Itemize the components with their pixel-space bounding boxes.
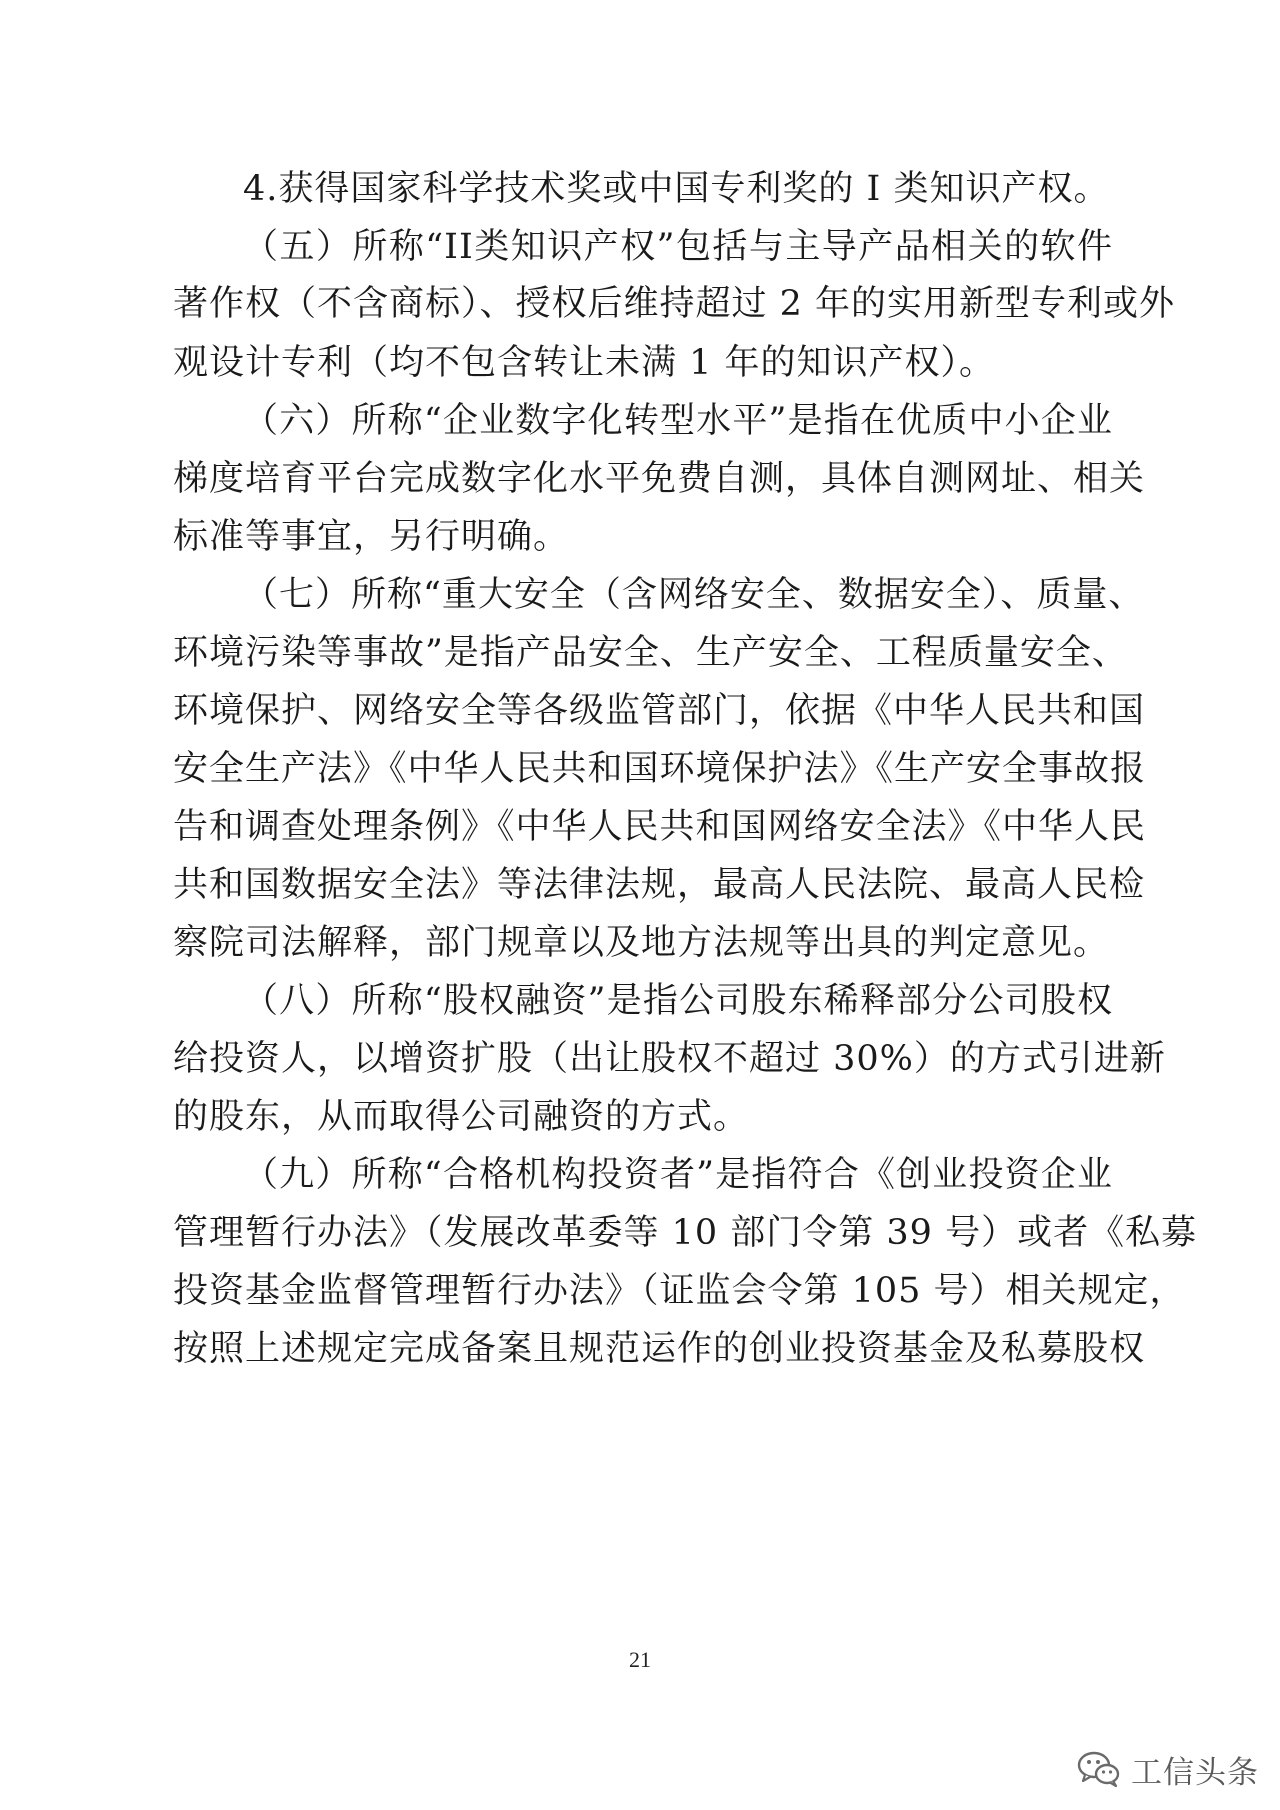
text-line: 的股东，从而取得公司融资的方式。 bbox=[173, 1097, 750, 1137]
text-line: （五）所称“II类知识产权”包括与主导产品相关的软件 bbox=[243, 227, 1113, 267]
watermark bbox=[1077, 1747, 1259, 1791]
text-line: 观设计专利（均不包含转让未满 1 年的知识产权）。 bbox=[173, 343, 996, 383]
text-line: 按照上述规定完成备案且规范运作的创业投资基金及私募股权 bbox=[173, 1329, 1146, 1369]
text-line: （六）所称“企业数字化转型水平”是指在优质中小企业 bbox=[243, 401, 1113, 441]
page-number: 21 bbox=[629, 1647, 651, 1672]
text-line: 梯度培育平台完成数字化水平免费自测，具体自测网址、相关 bbox=[173, 459, 1146, 499]
text-line: 给投资人，以增资扩股（出让股权不超过 30%）的方式引进新 bbox=[173, 1039, 1166, 1079]
watermark-text: 工信头条 bbox=[1131, 1754, 1259, 1791]
text-line: 察院司法解释，部门规章以及地方法规等出具的判定意见。 bbox=[173, 923, 1110, 963]
text-line: 环境保护、网络安全等各级监管部门，依据《中华人民共和国 bbox=[173, 691, 1146, 731]
text-line: （九）所称“合格机构投资者”是指符合《创业投资企业 bbox=[243, 1155, 1113, 1195]
text-line: 著作权（不含商标）、授权后维持超过 2 年的实用新型专利或外 bbox=[173, 284, 1176, 324]
wechat-icon bbox=[1077, 1750, 1121, 1788]
text-line: 共和国数据安全法》等法律法规，最高人民法院、最高人民检 bbox=[173, 865, 1146, 905]
text-line: （八）所称“股权融资”是指公司股东稀释部分公司股权 bbox=[243, 981, 1113, 1021]
text-line: 管理暂行办法》（发展改革委等 10 部门令第 39 号）或者《私募 bbox=[173, 1213, 1198, 1253]
text-line: 投资基金监督管理暂行办法》（证监会令第 105 号）相关规定， bbox=[173, 1271, 1186, 1311]
text-line: （七）所称“重大安全（含网络安全、数据安全）、质量、 bbox=[243, 575, 1145, 615]
text-line: 环境污染等事故”是指产品安全、生产安全、工程质量安全、 bbox=[173, 633, 1128, 673]
text-line: 告和调查处理条例》《中华人民共和国网络安全法》《中华人民 bbox=[173, 807, 1147, 847]
text-line: 安全生产法》《中华人民共和国环境保护法》《生产安全事故报 bbox=[173, 749, 1147, 789]
text-line: 标准等事宜，另行明确。 bbox=[173, 517, 570, 557]
text-line: 4.获得国家科学技术奖或中国专利奖的 I 类知识产权。 bbox=[243, 169, 1110, 209]
